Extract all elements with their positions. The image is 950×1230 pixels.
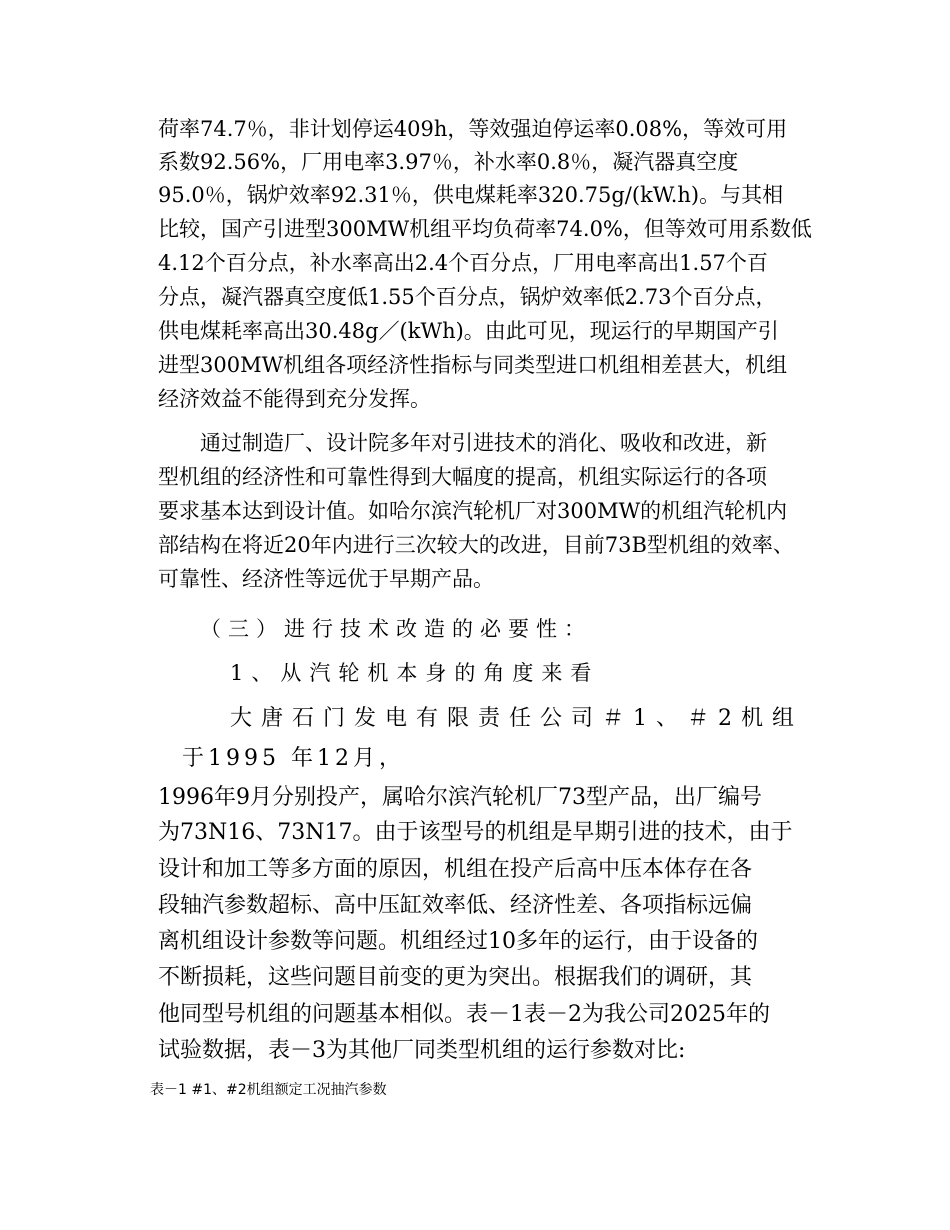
text-line: 型机组的经济性和可靠性得到大幅度的提高，机组实际运行的各项 bbox=[158, 465, 767, 489]
text-line: 分点，凝汽器真空度低1.55个百分点，锅炉效率低2.73个百分点， bbox=[158, 285, 777, 309]
text-line: 段轴汽参数超标、高中压缸效率低、经济性差、各项指标远偏 bbox=[158, 893, 753, 918]
text-line: 通过制造厂、设计院多年对引进技术的消化、吸收和改进，新 bbox=[200, 431, 767, 455]
text-line: 为73N16、73N17。由于该型号的机组是早期引进的技术，由于 bbox=[158, 820, 793, 845]
text-line: 部结构在将近20年内进行三次较大的改进，目前73B型机组的效率、 bbox=[158, 533, 794, 557]
text-line: 供电煤耗率高出30.48g／(kWh)。由此可见，现运行的早期国产引 bbox=[158, 319, 779, 343]
text-line: 设计和加工等多方面的原因，机组在投产后高中压本体存在各 bbox=[158, 857, 753, 882]
section-heading: （三）进行技术改造的必要性： bbox=[200, 617, 592, 641]
text-line: 要求基本达到设计值。如哈尔滨汽轮机厂对300MW的机组汽轮机内 bbox=[158, 499, 788, 523]
text-line: 经济效益不能得到充分发挥。 bbox=[158, 387, 431, 411]
text-line: 试验数据，表－3为其他厂同类型机组的运行参数对比: bbox=[158, 1038, 686, 1063]
text-line: 不断损耗，这些问题目前变的更为突出。根据我们的调研，其 bbox=[158, 965, 753, 990]
text-line: 95.0％，锅炉效率92.31％，供电煤耗率320.75g/(kW.h)。与其相 bbox=[158, 183, 784, 207]
subsection-heading: 1、从汽轮机本身的角度来看 bbox=[230, 661, 600, 685]
text-line: 他同型号机组的问题基本相似。表－1表－2为我公司2025年的 bbox=[158, 1002, 770, 1027]
text-line: 4.12个百分点，补水率高出2.4个百分点，厂用电率高出1.57个百 bbox=[158, 251, 768, 275]
text-line: 比较，国产引进型300MW机组平均负荷率74.0%，但等效可用系数低 bbox=[158, 217, 812, 241]
org-line-continued: 于1995 年12月， bbox=[182, 746, 405, 771]
text-line: 系数92.56%，厂用电率3.97％，补水率0.8％，凝汽器真空度 bbox=[158, 150, 739, 174]
org-line: 大唐石门发电有限责任公司＃1、＃2机组 bbox=[230, 706, 803, 731]
table-caption: 表－1 #1、#2机组额定工况抽汽参数 bbox=[150, 1082, 387, 1098]
text-line: 可靠性、经济性等远优于早期产品。 bbox=[158, 567, 494, 591]
text-line: 1996年9月分别投产，属哈尔滨汽轮机厂73型产品，出厂编号 bbox=[158, 785, 762, 810]
text-line: 进型300MW机组各项经济性指标与同类型进口机组相差甚大，机组 bbox=[158, 353, 788, 377]
text-line: 离机组设计参数等问题。机组经过10多年的运行，由于设备的 bbox=[158, 929, 758, 954]
text-line: 荷率74.7％，非计划停运409h，等效强迫停运率0.08%，等效可用 bbox=[158, 117, 788, 141]
